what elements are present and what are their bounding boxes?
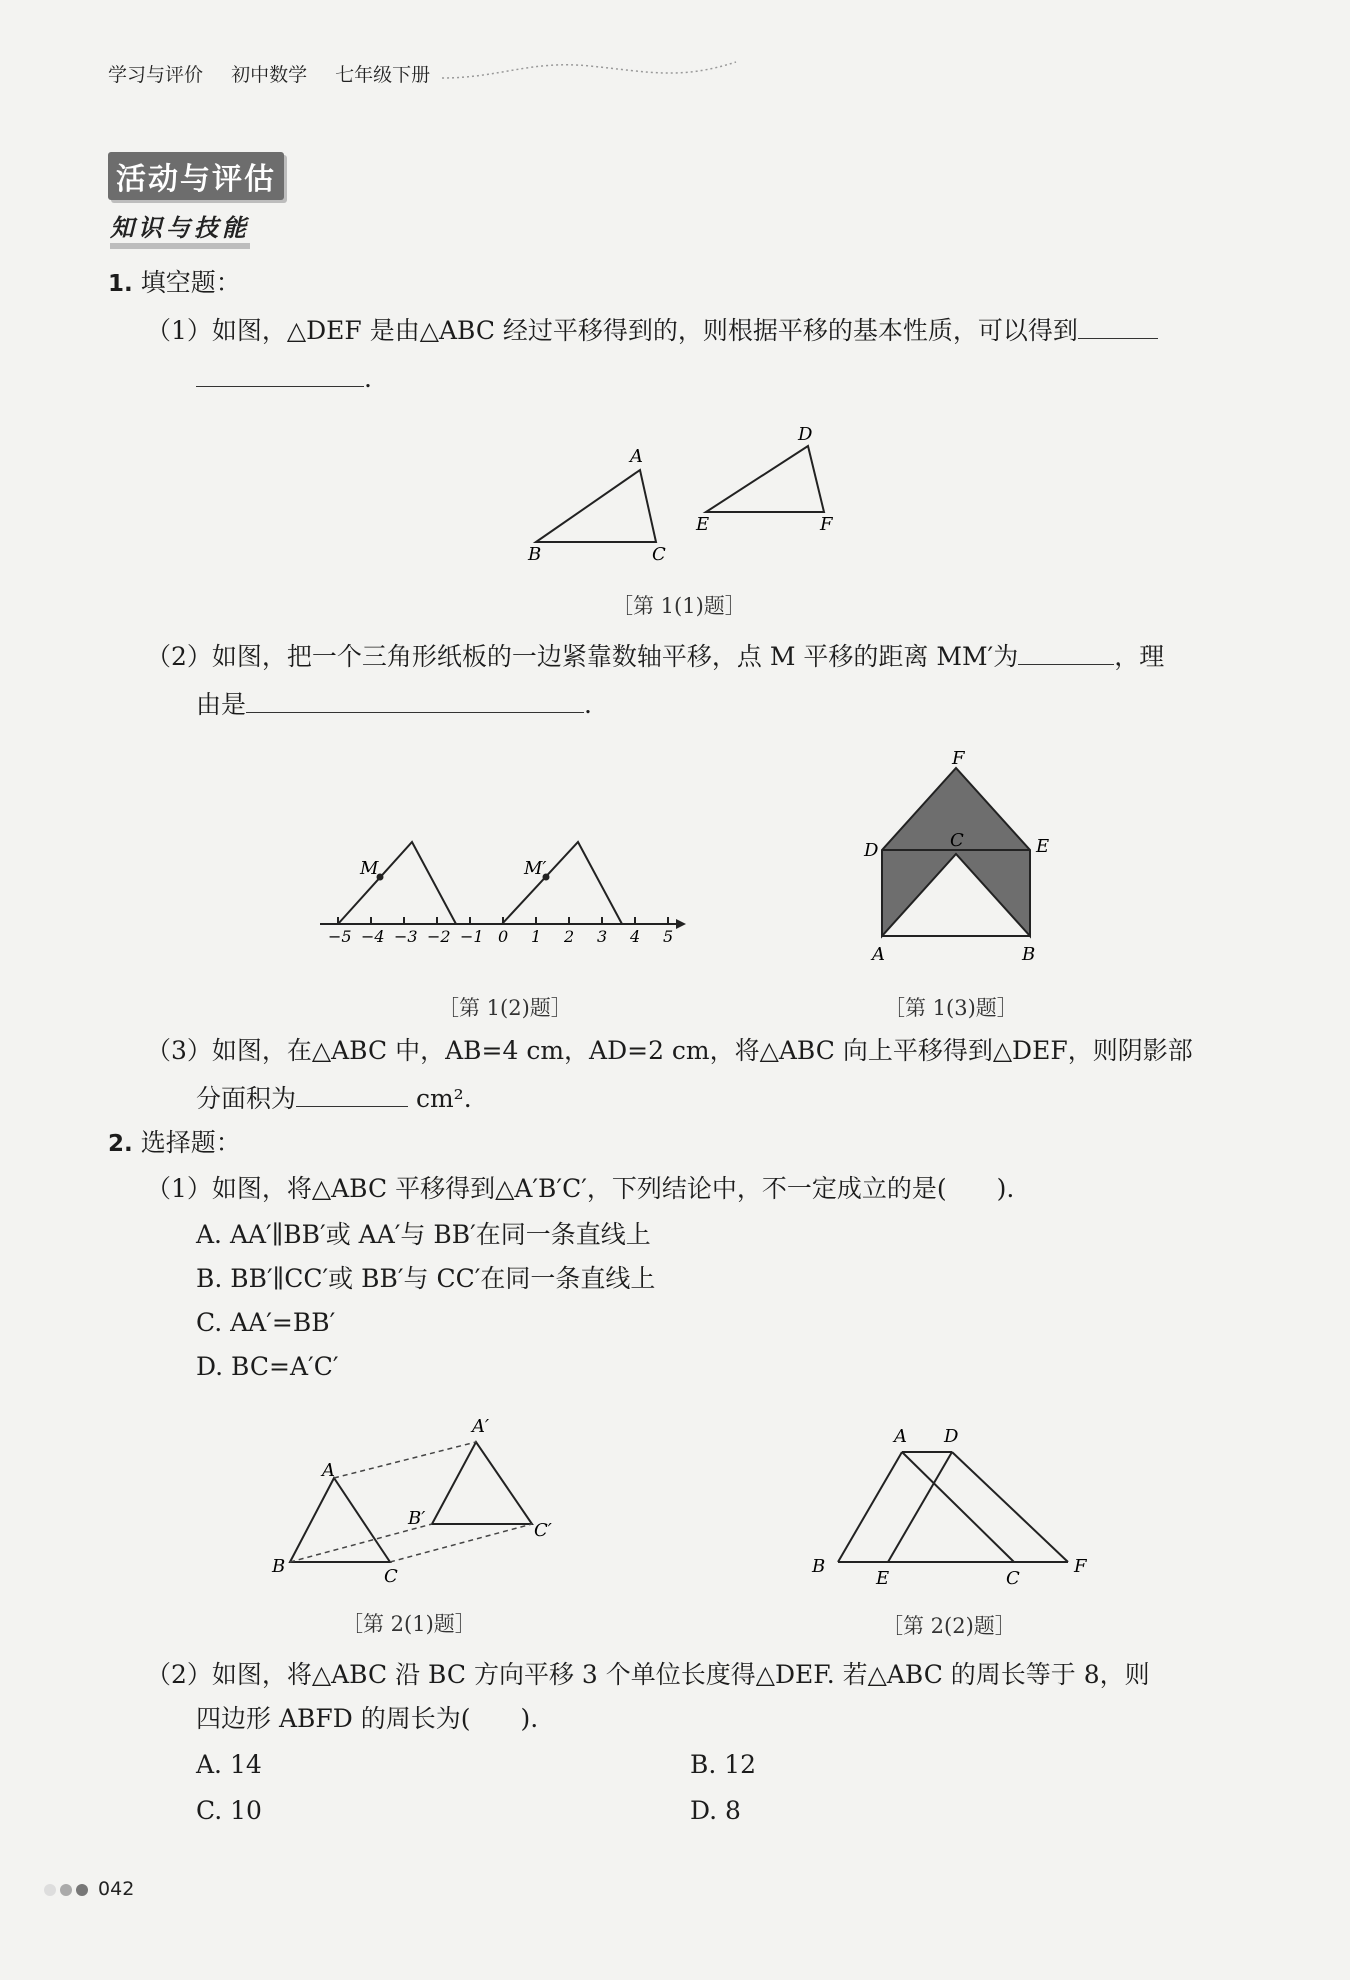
- q1-p1-text: （1）如图，△DEF 是由△ABC 经过平移得到的，则根据平移的基本性质，可以得到: [146, 316, 1078, 345]
- label-e: E: [1036, 836, 1050, 857]
- label-d: D: [798, 424, 813, 445]
- q1-p2-text-c: 由是: [196, 690, 247, 719]
- axis-tick-label: 0: [498, 927, 509, 946]
- label-f: F: [820, 514, 833, 535]
- q1-p3-text: 分面积为: [196, 1084, 297, 1113]
- label-b-prime: B′: [408, 1508, 426, 1529]
- section-title: 活动与评估: [108, 152, 284, 200]
- triangle-abc-prime: [432, 1442, 532, 1524]
- page-number-area: [44, 1878, 134, 1900]
- label-f: F: [1074, 1556, 1087, 1577]
- q2-heading: [108, 1126, 241, 1161]
- q1-p3-unit: cm².: [415, 1084, 472, 1113]
- label-f: F: [952, 750, 965, 769]
- page-dot-1: [44, 1884, 56, 1896]
- q2-p2-option-b[interactable]: B. 12: [690, 1750, 757, 1779]
- label-b: B: [272, 1556, 286, 1577]
- triangle-left: [338, 842, 456, 924]
- q1-p3-line2: [196, 1080, 472, 1116]
- q1-p2-blank-b[interactable]: [246, 686, 584, 713]
- running-header: [108, 60, 452, 87]
- fig-2-1-caption: ［第 2(1)题］: [342, 1612, 476, 1636]
- axis-tick-label: −5: [328, 927, 352, 946]
- label-a-prime: A′: [472, 1416, 490, 1437]
- fig-1-3-caption: ［第 1(3)题］: [884, 996, 1018, 1020]
- q1-p1-line1: [146, 312, 1158, 348]
- triangle-right: [502, 842, 622, 924]
- q1-p1-line2: [196, 360, 372, 396]
- header-decoration: [440, 56, 740, 86]
- label-m-prime: M′: [524, 858, 547, 879]
- figure-1-1: [510, 420, 850, 570]
- label-c: C: [652, 544, 666, 565]
- q2-p2-line2: 四边形 ABFD 的周长为( ).: [196, 1704, 539, 1733]
- header-grade: 七年级下册: [335, 64, 431, 86]
- q1-number: 1.: [108, 271, 133, 297]
- fig-2-2-caption: ［第 2(2)题］: [882, 1614, 1016, 1638]
- q1-p3-line1: （3）如图，在△ABC 中，AB=4 cm，AD=2 cm，将△ABC 向上平移得到△DEF，则阴影部: [146, 1036, 1193, 1065]
- figure-2-1: [268, 1410, 568, 1590]
- page-dot-3: [76, 1884, 88, 1896]
- q2-title: 选择题：: [140, 1128, 241, 1157]
- label-a: A: [872, 944, 885, 965]
- q1-p2-end: .: [584, 690, 592, 719]
- q1-p2-line1: [146, 638, 1164, 674]
- q1-p3-blank[interactable]: [296, 1080, 408, 1107]
- header-book: 学习与评价: [108, 64, 204, 86]
- label-c: C: [1006, 1568, 1020, 1589]
- axis-tick-label: 5: [663, 927, 674, 946]
- subsection-title: 知识与技能: [110, 208, 250, 249]
- q2-p2-option-c[interactable]: C. 10: [196, 1796, 262, 1825]
- triangle-def: [706, 446, 824, 512]
- page-dot-2: [60, 1884, 72, 1896]
- axis-tick-label: 2: [564, 927, 575, 946]
- q2-p1-option-a[interactable]: A. AA′∥BB′或 AA′与 BB′在同一条直线上: [196, 1220, 651, 1249]
- shaded-region: [882, 768, 1030, 936]
- q2-p1-option-c[interactable]: C. AA′=BB′: [196, 1308, 336, 1337]
- label-b: B: [528, 544, 542, 565]
- q1-p2-line2: [196, 686, 592, 722]
- q1-heading: [108, 266, 241, 301]
- figure-1-3: [860, 750, 1060, 970]
- label-d: D: [864, 840, 879, 861]
- axis-tick-label: 1: [531, 927, 542, 946]
- triangle-abc: [536, 470, 656, 542]
- label-e: E: [876, 1568, 890, 1589]
- axis-arrow: [676, 919, 686, 929]
- header-subject: 初中数学: [231, 64, 308, 86]
- label-a: A: [630, 446, 643, 467]
- label-a: A: [894, 1426, 907, 1447]
- axis-tick-label: 3: [597, 927, 608, 946]
- q1-p1-end: .: [364, 364, 372, 393]
- label-b: B: [1022, 944, 1036, 965]
- axis-tick-label: 4: [630, 927, 641, 946]
- axis-tick-label: −4: [361, 927, 385, 946]
- figure-1-2: [316, 830, 696, 950]
- fig-1-2-caption: ［第 1(2)题］: [438, 996, 572, 1020]
- figure-2-2: [806, 1420, 1106, 1590]
- q1-p2-blank-a[interactable]: [1018, 638, 1114, 665]
- label-c: C: [950, 830, 964, 851]
- q2-p1: （1）如图，将△ABC 平移得到△A′B′C′，下列结论中，不一定成立的是( ).: [146, 1174, 1015, 1203]
- fig-1-1-caption: ［第 1(1)题］: [612, 594, 746, 618]
- page-number: 042: [98, 1878, 135, 1900]
- q2-p1-option-b[interactable]: B. BB′∥CC′或 BB′与 CC′在同一条直线上: [196, 1264, 656, 1293]
- label-d: D: [944, 1426, 959, 1447]
- q2-p1-option-d[interactable]: D. BC=A′C′: [196, 1352, 339, 1381]
- axis-tick-label: −2: [427, 927, 451, 946]
- label-c-prime: C′: [534, 1520, 552, 1541]
- label-b: B: [812, 1556, 826, 1577]
- triangle-abc: [290, 1478, 390, 1562]
- q2-p2-line1: （2）如图，将△ABC 沿 BC 方向平移 3 个单位长度得△DEF. 若△ABC 的周长等于 8，则: [146, 1660, 1150, 1689]
- label-c: C: [384, 1566, 398, 1587]
- q1-p2-text-b: ，理: [1114, 642, 1165, 671]
- axis-tick-label: −1: [460, 927, 484, 946]
- q1-p1-blank-b[interactable]: [196, 360, 364, 387]
- label-a: A: [322, 1460, 335, 1481]
- label-e: E: [696, 514, 710, 535]
- q2-p2-option-d[interactable]: D. 8: [690, 1796, 741, 1825]
- axis-tick-label: −3: [394, 927, 418, 946]
- q1-title: 填空题：: [140, 268, 241, 297]
- q1-p1-blank-a[interactable]: [1078, 312, 1158, 339]
- q2-p2-option-a[interactable]: A. 14: [196, 1750, 262, 1779]
- q1-p2-text-a: （2）如图，把一个三角形纸板的一边紧靠数轴平移，点 M 平移的距离 MM′为: [146, 642, 1019, 671]
- label-m: M: [360, 858, 379, 879]
- q2-number: 2.: [108, 1131, 133, 1157]
